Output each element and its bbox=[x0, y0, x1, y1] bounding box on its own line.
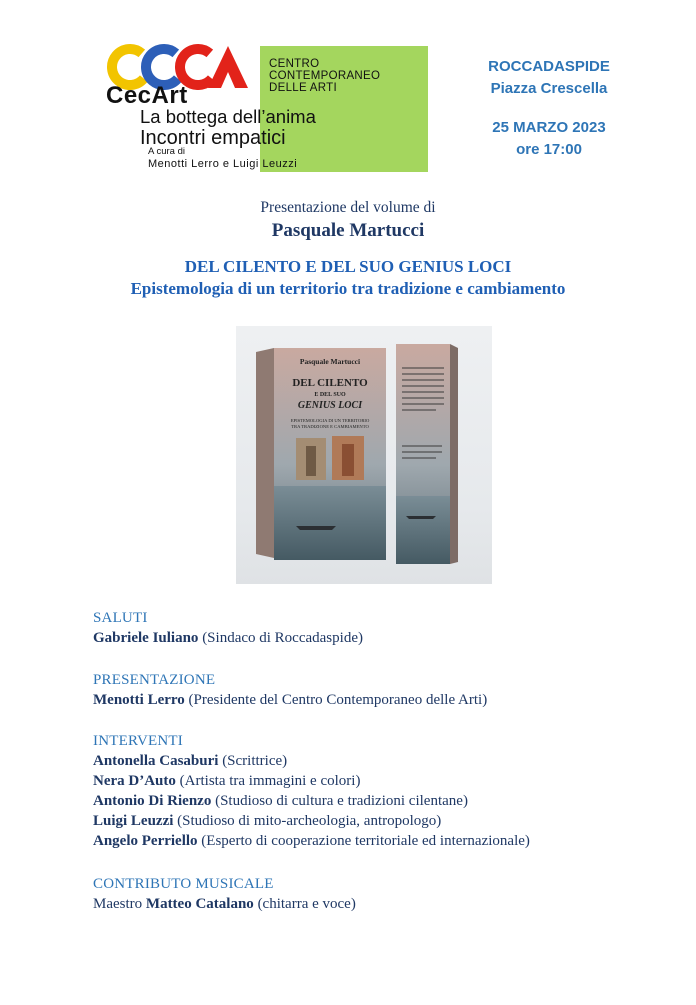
musicale-prefix: Maestro bbox=[93, 896, 143, 912]
saluti-item bbox=[93, 628, 363, 648]
speaker-name: Nera D’Auto bbox=[93, 773, 176, 789]
saluti-heading: SALUTI bbox=[93, 610, 148, 626]
book-subtitle: Epistemologia di un territorio tra tradizione e cambiamento bbox=[130, 279, 566, 298]
speaker-role: (Sindaco di Roccadaspide) bbox=[202, 630, 363, 646]
speaker-name: Antonio Di Rienzo bbox=[93, 793, 212, 809]
book-title: DEL CILENTO E DEL SUO GENIUS LOCI bbox=[184, 257, 512, 276]
event-info bbox=[474, 56, 624, 161]
event-city: ROCCADASPIDE bbox=[488, 58, 610, 75]
speaker-name: Gabriele Iuliano bbox=[93, 630, 199, 646]
musicale-item bbox=[93, 894, 356, 914]
section-presentazione bbox=[93, 670, 487, 710]
curated-by-label: A cura di bbox=[148, 146, 185, 157]
cover-title-line-1: DEL CILENTO bbox=[292, 377, 368, 389]
speaker-name: Menotti Lerro bbox=[93, 692, 185, 708]
section-contributo-musicale bbox=[93, 874, 356, 914]
book-photo bbox=[236, 326, 492, 584]
speaker-role: (Scrittrice) bbox=[222, 753, 288, 769]
interventi-item bbox=[93, 811, 530, 831]
speaker-role: (chitarra e voce) bbox=[257, 896, 356, 912]
speaker-role: (Studioso di mito-archeologia, antropologo) bbox=[177, 813, 442, 829]
event-date: 25 MARZO 2023 bbox=[492, 119, 606, 136]
cover-subtitle-line-2: TRA TRADIZIONE E CAMBIAMENTO bbox=[291, 424, 369, 429]
speaker-role: (Studioso di cultura e tradizioni cilentane) bbox=[215, 793, 468, 809]
interventi-item bbox=[93, 751, 530, 771]
interventi-item bbox=[93, 791, 530, 811]
cover-author: Pasquale Martucci bbox=[299, 357, 361, 366]
presentazione-heading: PRESENTAZIONE bbox=[93, 672, 216, 688]
speaker-name: Angelo Perriello bbox=[93, 833, 198, 849]
series-title: La bottega dell’anima bbox=[140, 106, 316, 127]
centro-line-2: CONTEMPORANEO bbox=[269, 70, 381, 82]
centro-line-1: CENTRO bbox=[269, 58, 320, 70]
presentation-intro: Presentazione del volume di bbox=[260, 199, 436, 216]
speaker-role: (Artista tra immagini e colori) bbox=[179, 773, 361, 789]
cecart-logo-text: CecArt bbox=[106, 82, 188, 109]
cover-subtitle-line-1: EPISTEMOLOGIA DI UN TERRITORIO bbox=[290, 418, 370, 423]
cover-title-line-3: GENIUS LOCI bbox=[297, 400, 363, 411]
event-place: Piazza Crescella bbox=[490, 80, 608, 97]
event-time: ore 17:00 bbox=[516, 141, 582, 158]
speaker-name: Antonella Casaburi bbox=[93, 753, 219, 769]
section-saluti bbox=[93, 608, 363, 648]
speaker-role: (Presidente del Centro Contemporaneo delle Arti) bbox=[188, 692, 488, 708]
musicale-heading: CONTRIBUTO MUSICALE bbox=[93, 876, 274, 892]
book-author: Pasquale Martucci bbox=[271, 220, 425, 241]
curators: Menotti Lerro e Luigi Leuzzi bbox=[148, 158, 298, 170]
speaker-role: (Esperto di cooperazione territoriale ed internazionale) bbox=[201, 833, 530, 849]
interventi-item bbox=[93, 771, 530, 791]
presentazione-item bbox=[93, 690, 487, 710]
interventi-item bbox=[93, 831, 530, 851]
speaker-name: Luigi Leuzzi bbox=[93, 813, 174, 829]
speaker-name: Matteo Catalano bbox=[145, 896, 254, 912]
interventi-heading: INTERVENTI bbox=[93, 733, 183, 749]
cover-title-line-2: E DEL SUO bbox=[314, 392, 346, 398]
section-interventi bbox=[93, 731, 530, 851]
centro-line-3: DELLE ARTI bbox=[269, 82, 337, 94]
series-subtitle: Incontri empatici bbox=[140, 127, 286, 149]
